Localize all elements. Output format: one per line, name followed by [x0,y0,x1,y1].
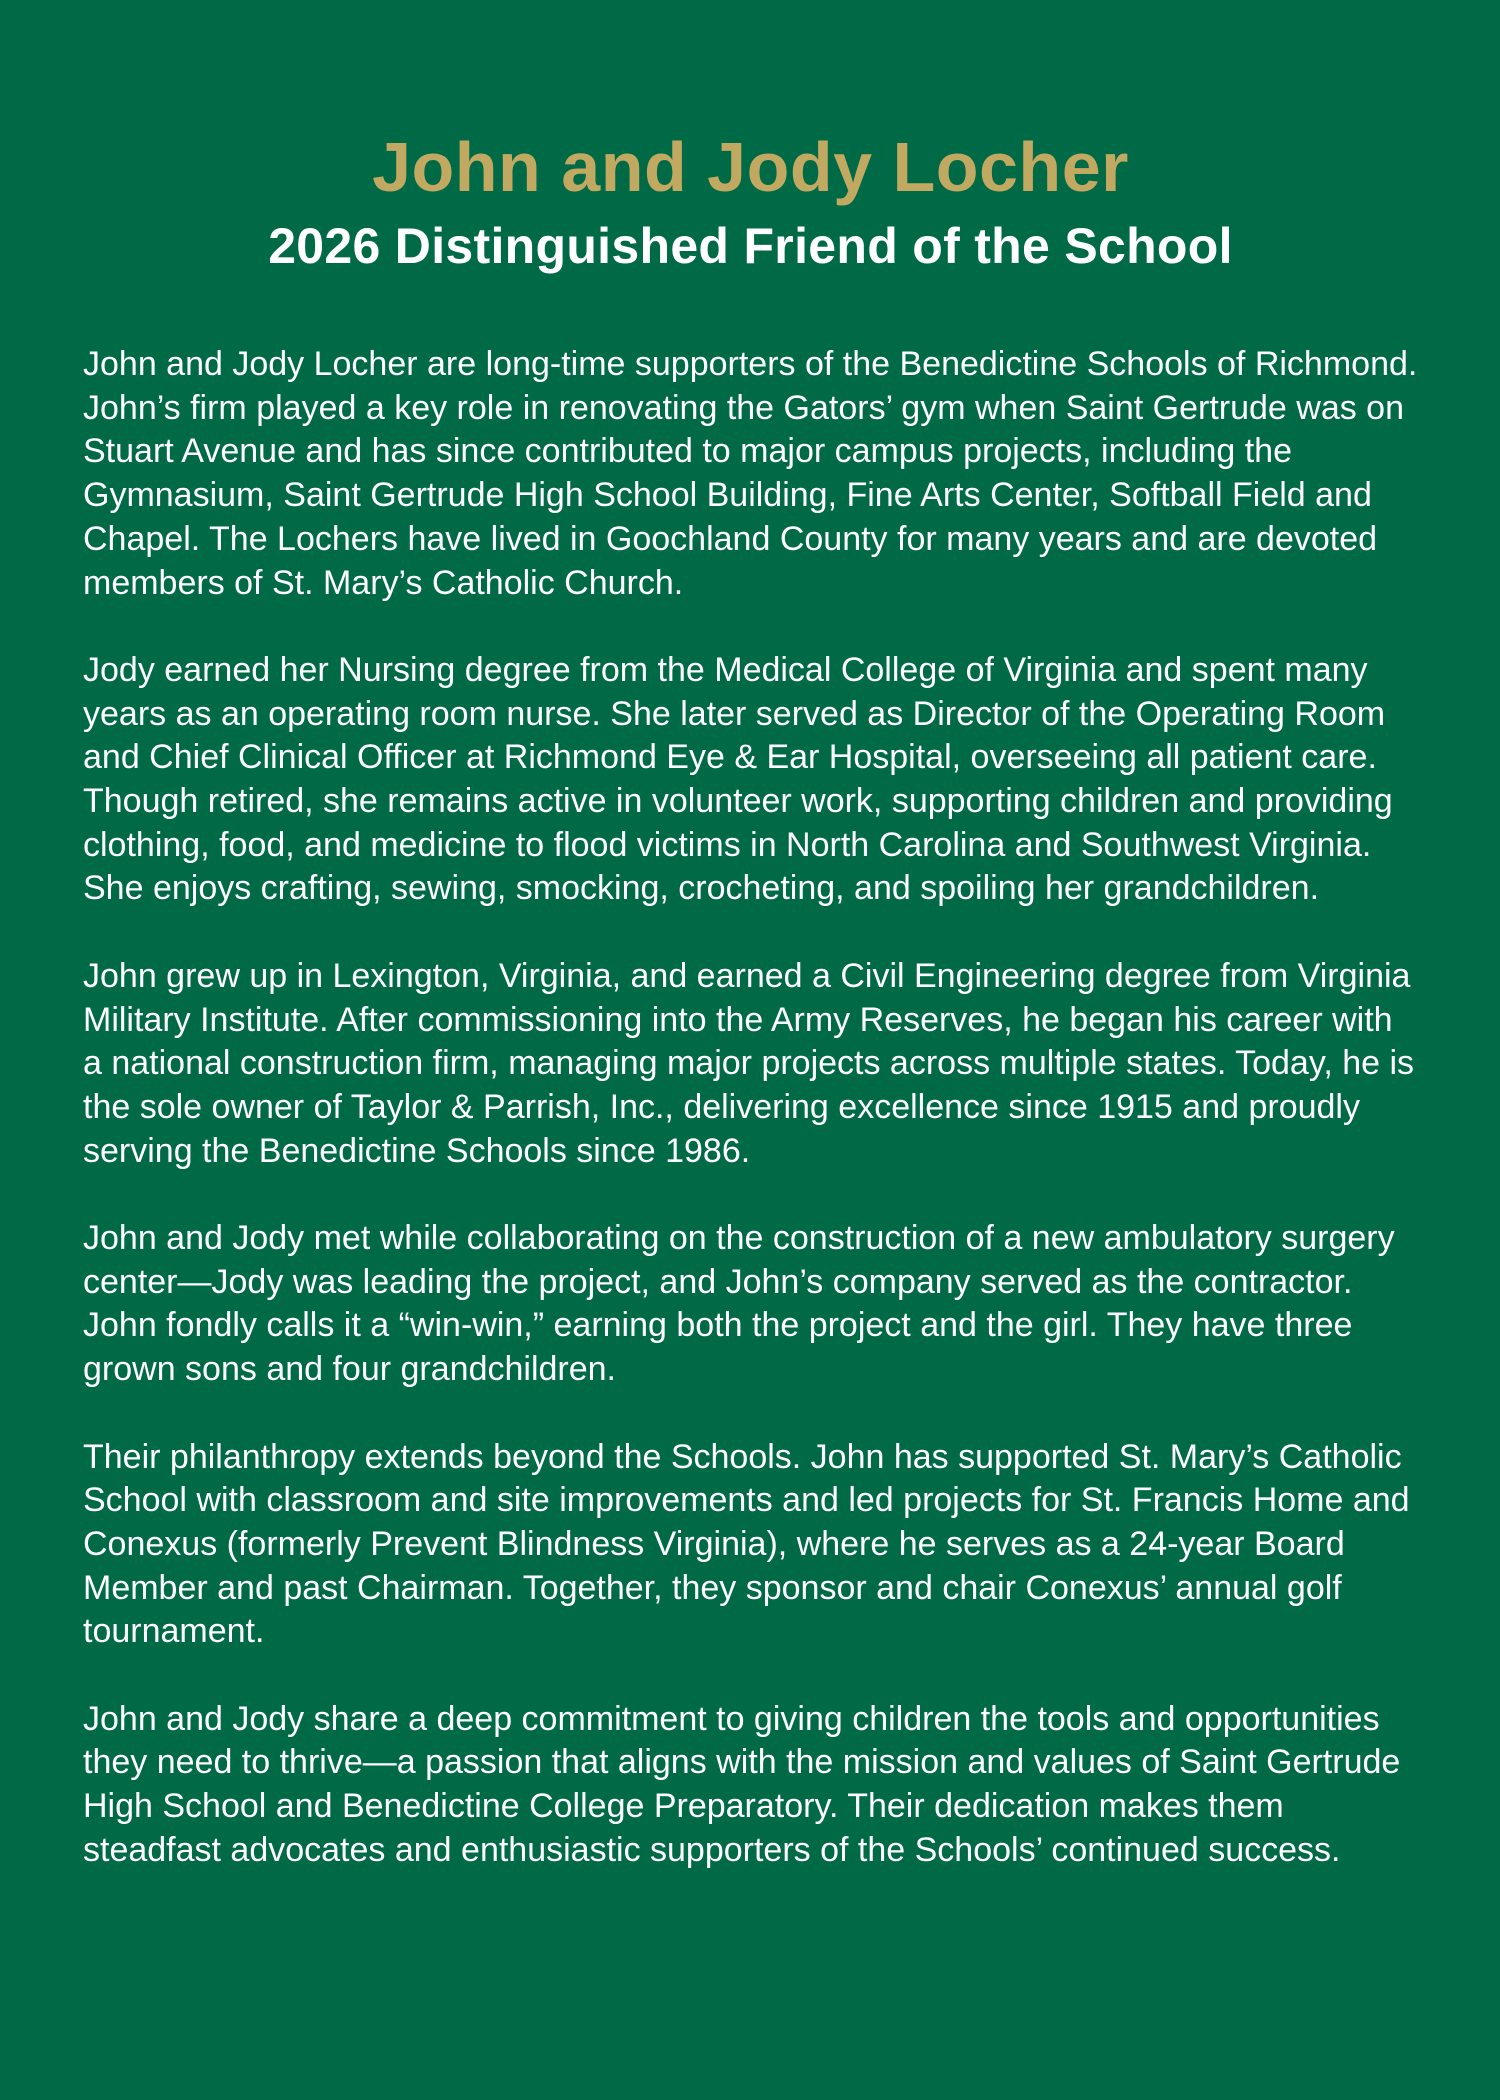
page-title: John and Jody Locher [372,128,1129,206]
paragraph-intro: John and Jody Locher are long-time supporters of the Benedictine Schools of Richmond. John’s firm played a key role in renovating the Gators’ gym when Saint Gertrude was on Stuart Avenue and has since contributed to major campus projects, including the Gymnasium, Saint Gertrude High School Building, Fine Arts Center, Softball Field and Chapel. The Lochers have lived in Goochland County for many years and are devoted members of St. Mary’s Catholic Church. [83,345,1418,602]
paragraph-philanthropy: Their philanthropy extends beyond the Schools. John has supported St. Mary’s Catholic School with classroom and site improvements and led projects for St. Francis Home and Conexus (formerly Prevent Blindness Virginia), where he serves as a 24-year Board Member and past Chairman. Together, they sponsor and chair Conexus’ annual golf tournament. [83,1437,1410,1651]
body-text [83,343,1418,1873]
page-subtitle: 2026 Distinguished Friend of the School [268,218,1233,274]
paragraph-john: John grew up in Lexington, Virginia, and earned a Civil Engineering degree from Virginia Military Institute. After commissioning into the Army Reserves, he began his career with a national construction firm, managing major projects across multiple states. Today, he is the sole owner of Taylor & Parrish, Inc., delivering excellence since 1915 and proudly serving the Benedictine Schools since 1986. [83,956,1415,1170]
paragraph-commitment: John and Jody share a deep commitment to giving children the tools and opportunities they need to thrive—a passion that aligns with the mission and values of Saint Gertrude High School and Benedictine College Preparatory. Their dedication makes them steadfast advocates and enthusiastic supporters of the Schools’ continued success. [83,1699,1401,1869]
paragraph-jody: Jody earned her Nursing degree from the Medical College of Virginia and spent many years as an operating room nurse. She later served as Director of the Operating Room and Chief Clinical Officer at Richmond Eye & Ear Hospital, overseeing all patient care. Though retired, she remains active in volunteer work, supporting children and providing clothing, food, and medicine to flood victims in North Carolina and Southwest Virginia. She enjoys crafting, sewing, smocking, crocheting, and spoiling her grandchildren. [83,650,1393,908]
paragraph-meeting: John and Jody met while collaborating on the construction of a new ambulatory surgery center—Jody was leading the project, and John’s company served as the contractor. John fondly calls it a “win-win,” earning both the project and the girl. They have three grown sons and four grandchildren. [83,1219,1395,1389]
